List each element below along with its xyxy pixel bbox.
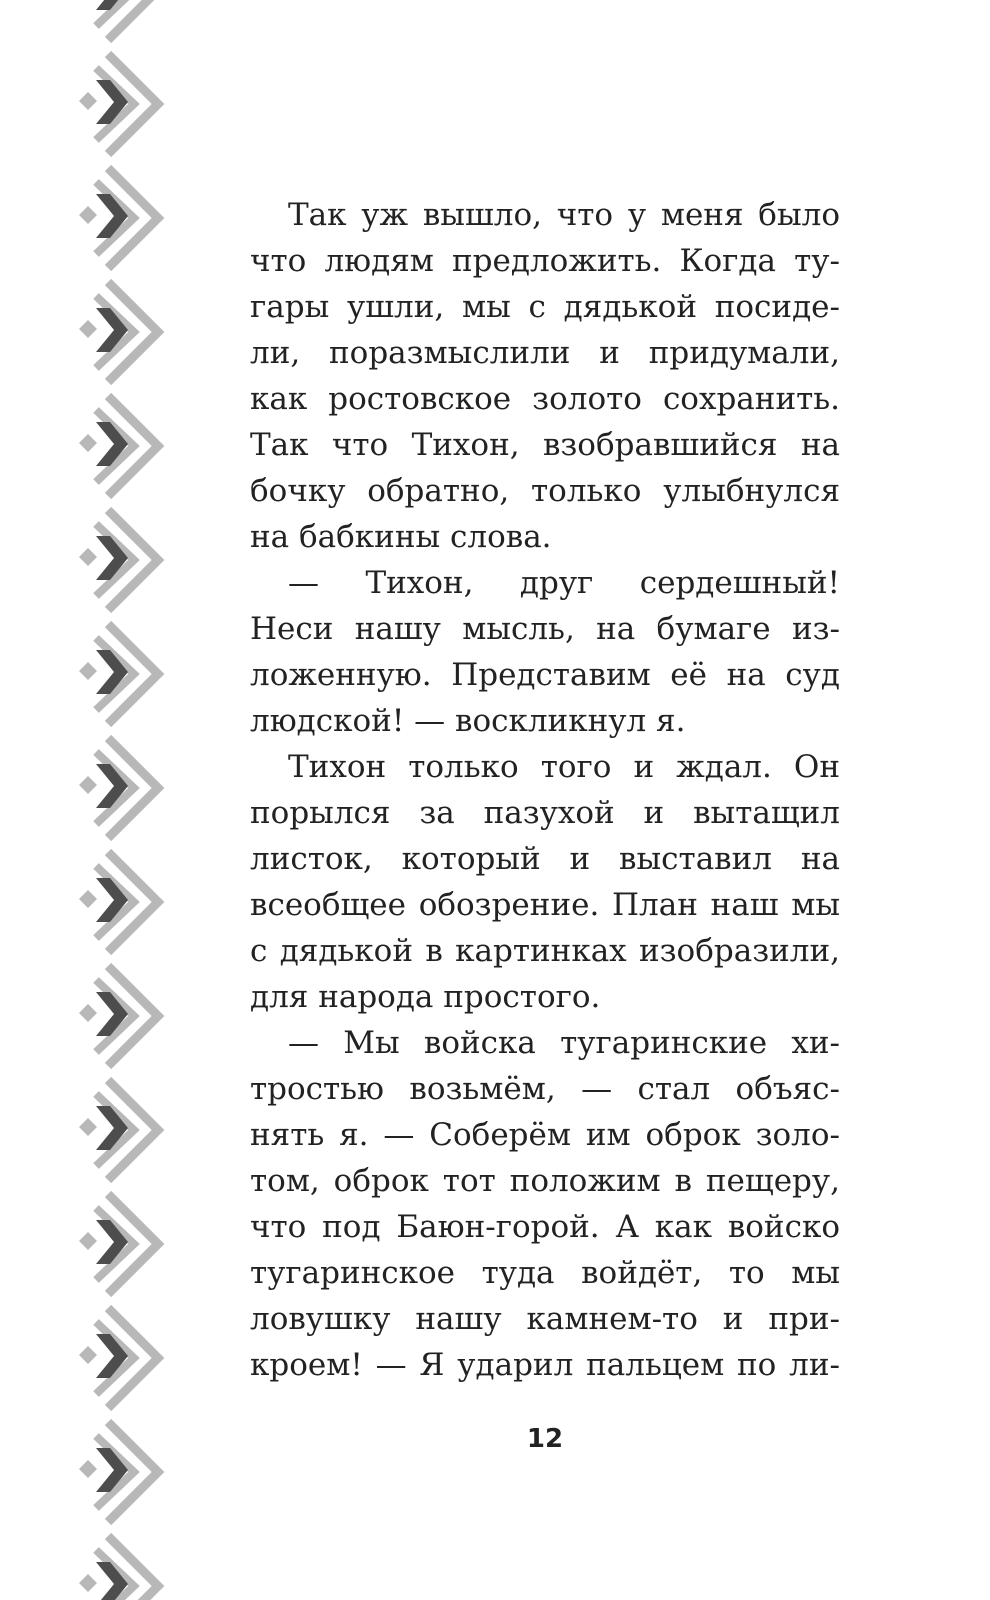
text-line: что людям предложить. Когда ту- <box>250 243 840 279</box>
ornament-motif <box>79 1194 158 1294</box>
ornament-motif <box>79 168 158 268</box>
text-line: что под Баюн-горой. А как войско <box>250 1209 840 1245</box>
diamond-icon <box>79 1232 97 1250</box>
ornament-motif <box>79 54 158 154</box>
text-line: нять я. — Соберём им оброк золо- <box>250 1117 840 1153</box>
text-line: ложенную. Представим её на суд <box>250 657 840 693</box>
text-line: как ростовское золото сохранить. <box>250 381 840 417</box>
page-number: 12 <box>526 1424 564 1454</box>
text-line: людской! — воскликнул я. <box>250 703 686 739</box>
text-line: Так уж вышло, что у меня было <box>288 197 840 233</box>
diamond-icon <box>79 434 97 452</box>
ornament-motif <box>79 0 158 40</box>
text-line: тугаринское туда войдёт, то мы <box>250 1255 840 1291</box>
text-line: Так что Тихон, взобравшийся на <box>250 427 840 463</box>
ornament-motif <box>79 510 158 610</box>
text-line: на бабкины слова. <box>250 519 552 555</box>
diamond-icon <box>79 1346 97 1364</box>
diamond-icon <box>79 662 97 680</box>
ornament-motif <box>79 966 158 1066</box>
diamond-icon <box>79 320 97 338</box>
text-line: кроем! — Я ударил пальцем по ли- <box>250 1347 840 1383</box>
text-line: с дядькой в картинках изобразили, <box>250 933 840 969</box>
diamond-icon <box>79 206 97 224</box>
diamond-icon <box>79 92 97 110</box>
text-line: том, оброк тот положим в пещеру, <box>250 1163 840 1199</box>
text-line: гары ушли, мы с дядькой посиде- <box>250 289 840 325</box>
ornament-motif <box>79 624 158 724</box>
ornament-motif <box>79 1308 158 1408</box>
ornament-motif <box>79 738 158 838</box>
text-line: Неси нашу мысль, на бумаге из- <box>250 611 840 647</box>
text-line: листок, который и выставил на <box>250 841 840 877</box>
diamond-icon <box>79 1004 97 1022</box>
page-text <box>250 192 840 1388</box>
text-line: всеобщее обозрение. План наш мы <box>250 887 840 923</box>
text-line: порылся за пазухой и вытащил <box>250 795 840 831</box>
text-line: — Мы войска тугаринские хи- <box>288 1025 840 1061</box>
text-line: для народа простого. <box>250 979 601 1015</box>
text-line: бочку обратно, только улыбнулся <box>250 473 840 509</box>
text-line: ловушку нашу камнем-то и при- <box>250 1301 840 1337</box>
diamond-icon <box>79 776 97 794</box>
text-line: Тихон только того и ждал. Он <box>288 749 840 785</box>
ornament-motif <box>79 282 158 382</box>
text-line: ли, поразмыслили и придумали, <box>250 335 840 371</box>
ornament-motif <box>79 396 158 496</box>
diamond-icon <box>79 1574 97 1592</box>
diamond-icon <box>79 548 97 566</box>
diamond-icon <box>79 1118 97 1136</box>
ornament-motif <box>79 1536 158 1600</box>
diamond-icon <box>79 890 97 908</box>
text-line: тростью возьмём, — стал объяс- <box>250 1071 840 1107</box>
text-line: — Тихон, друг сердешный! <box>288 565 840 601</box>
ornament-motif <box>79 1422 158 1522</box>
chevron-border <box>0 0 180 1600</box>
ornament-motif <box>79 1080 158 1180</box>
ornament-motif <box>79 852 158 952</box>
diamond-icon <box>79 1460 97 1478</box>
